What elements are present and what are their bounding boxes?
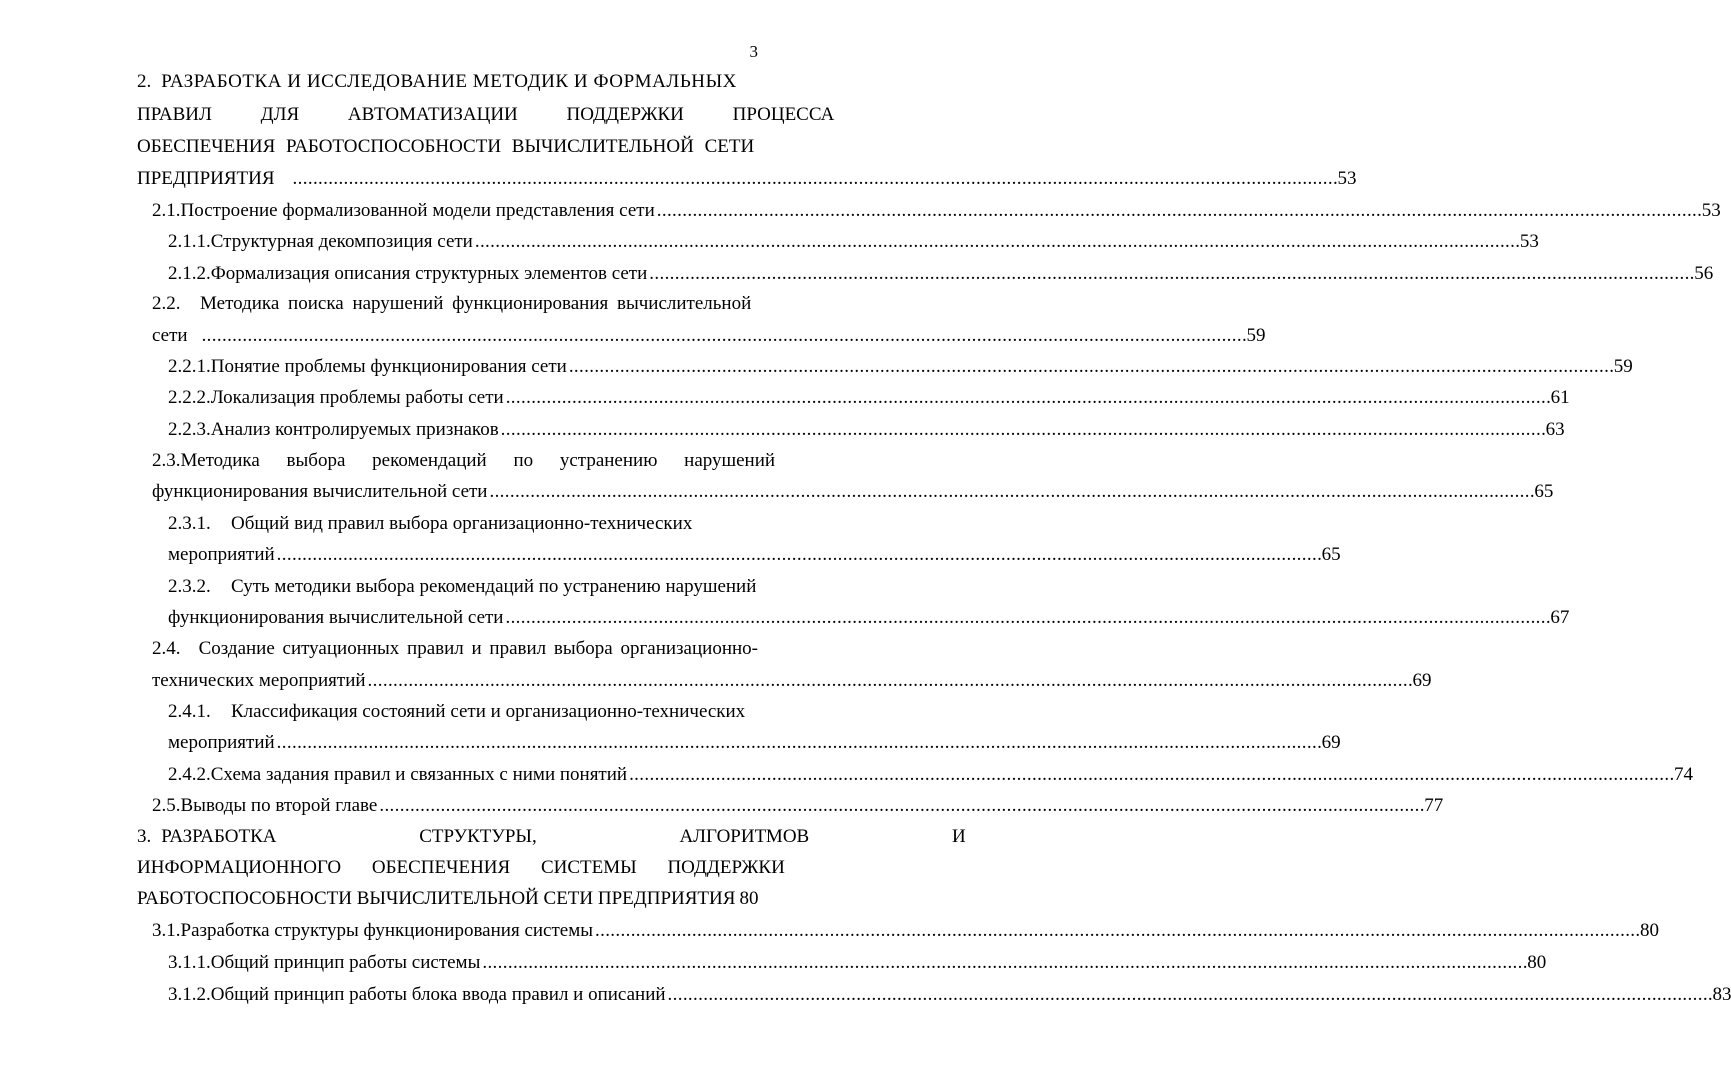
toc-entry-2-3-2-line-2 — [168, 607, 1570, 629]
toc-entry-3-1-1-number: 3.1.1. — [168, 952, 211, 973]
toc-entry-3-title-line-1: РАЗРАБОТКА СТРУКТУРЫ, АЛГОРИТМОВ И — [161, 826, 966, 847]
toc-entry-2-2-1-page: 59 — [1613, 356, 1633, 377]
toc-entry-2-2-1-title: Понятие проблемы функционирования сети — [210, 356, 567, 377]
toc-entry-2-4-1-line-1 — [168, 701, 758, 723]
toc-entry-2-2-3-title: Анализ контролируемых признаков — [210, 419, 499, 440]
toc-entry-2-line-4 — [137, 168, 1357, 190]
toc-entry-2-3-1-page: 65 — [1321, 544, 1341, 565]
toc-entry-3-line-1 — [137, 826, 966, 848]
toc-entry-2-2-3-number: 2.2.3. — [168, 419, 211, 440]
toc-entry-2-title-line-3: ОБЕСПЕЧЕНИЯ РАБОТОСПОСОБНОСТИ ВЫЧИСЛИТЕЛЬНОЙ СЕТИ — [137, 136, 755, 157]
leader-dots — [368, 670, 1411, 692]
toc-entry-2-2-number: 2.2. — [152, 293, 181, 314]
toc-entry-2-number: 2. — [137, 71, 152, 92]
toc-entry-2-1-page: 53 — [1701, 200, 1721, 221]
toc-entry-2-1-1-number: 2.1.1. — [168, 231, 211, 252]
toc-entry-2-1-2-page: 56 — [1694, 263, 1714, 284]
toc-entry-2-3-1-line-1 — [168, 513, 758, 535]
leader-dots — [657, 200, 1700, 222]
toc-entry-2-4-2-page: 74 — [1674, 764, 1694, 785]
toc-entry-2-4-number: 2.4. — [152, 638, 181, 659]
toc-entry-3-1-1-page: 80 — [1527, 952, 1547, 973]
toc-entry-2-4-1-line-2 — [168, 732, 1341, 754]
leader-dots — [202, 325, 1245, 347]
leader-dots — [629, 764, 1672, 786]
toc-entry-2-4-2 — [168, 764, 1694, 786]
toc-entry-2-3-1-number: 2.3.1. — [168, 513, 211, 534]
toc-entry-2-3-number: 2.3. — [152, 450, 181, 471]
toc-entry-2-2-title-line-2: сети — [152, 325, 188, 346]
toc-entry-2-4-2-title: Схема задания правил и связанных с ними понятий — [210, 764, 628, 785]
toc-entry-3-1-2-page: 83 — [1712, 984, 1731, 1005]
leader-dots — [489, 481, 1532, 503]
leader-dots — [649, 263, 1692, 285]
toc-entry-2-2-page: 59 — [1246, 325, 1266, 346]
toc-entry-2-2-line-1 — [152, 293, 758, 315]
toc-entry-2-5 — [152, 795, 1444, 817]
toc-entry-2-4-line-2 — [152, 670, 1432, 692]
toc-entry-2-4-page: 69 — [1412, 670, 1432, 691]
toc-entry-3-line-3 — [137, 888, 758, 910]
leader-dots — [506, 387, 1549, 409]
toc-entry-2-5-number: 2.5. — [152, 795, 181, 816]
toc-entry-2-3-2-title-line-2: функционирования вычислительной сети — [168, 607, 504, 628]
toc-entry-2-1-1 — [168, 231, 1539, 253]
toc-entry-2-1-1-title: Структурная декомпозиция сети — [210, 231, 473, 252]
toc-entry-2-3-line-1 — [152, 450, 776, 472]
toc-entry-2-2-2-title: Локализация проблемы работы сети — [210, 387, 504, 408]
toc-entry-3-1-2-number: 3.1.2. — [168, 984, 211, 1005]
toc-entry-2-4-title-line-2: технических мероприятий — [152, 670, 366, 691]
toc-entry-2-2-2 — [168, 387, 1570, 409]
leader-dots — [475, 231, 1518, 253]
toc-entry-2-1 — [152, 200, 1721, 222]
toc-entry-2-3-1-title-line-2: мероприятий — [168, 544, 275, 565]
leader-dots — [277, 732, 1320, 754]
toc-entry-3-1-2-title: Общий принцип работы блока ввода правил и описаний — [210, 984, 666, 1005]
leader-dots — [482, 952, 1525, 974]
toc-entry-3-1-number: 3.1. — [152, 920, 181, 941]
toc-entry-2-2-3 — [168, 419, 1565, 441]
toc-entry-3-1-page: 80 — [1639, 920, 1659, 941]
toc-entry-2-3-title-line-2: функционирования вычислительной сети — [152, 481, 488, 502]
leader-dots — [501, 419, 1544, 441]
toc-entry-2-5-page: 77 — [1424, 795, 1444, 816]
toc-entry-2-4-2-number: 2.4.2. — [168, 764, 211, 785]
toc-entry-2-3-2-page: 67 — [1550, 607, 1570, 628]
toc-entry-2-3-title-line-1: Методика выбора рекомендаций по устранению нарушений — [180, 450, 776, 471]
toc-entry-3-line-2 — [137, 857, 785, 879]
toc-entry-2-title-line-1: РАЗРАБОТКА И ИССЛЕДОВАНИЕ МЕТОДИК И ФОРМАЛЬНЫХ — [161, 71, 737, 92]
toc-entry-2-2-1-number: 2.2.1. — [168, 356, 211, 377]
toc-entry-3-title-line-2: ИНФОРМАЦИОННОГО ОБЕСПЕЧЕНИЯ СИСТЕМЫ ПОДДЕРЖКИ — [137, 857, 785, 878]
leader-dots — [595, 920, 1638, 942]
toc-entry-2-1-number: 2.1. — [152, 200, 181, 221]
toc-entry-2-title-line-2: ПРАВИЛ ДЛЯ АВТОМАТИЗАЦИИ ПОДДЕРЖКИ ПРОЦЕССА — [137, 104, 835, 125]
leader-dots — [277, 544, 1320, 566]
leader-dots — [505, 607, 1548, 629]
toc-entry-2-1-title: Построение формализованной модели представления сети — [180, 200, 655, 221]
toc-entry-3-title-line-3: РАБОТОСПОСОБНОСТИ ВЫЧИСЛИТЕЛЬНОЙ СЕТИ ПРЕДПРИЯТИЯ — [137, 888, 736, 909]
toc-entry-2-3-2-number: 2.3.2. — [168, 576, 211, 597]
toc-entry-2-line-2 — [137, 104, 835, 126]
leader-dots — [293, 168, 1336, 190]
toc-entry-2-1-1-page: 53 — [1519, 231, 1539, 252]
toc-entry-2-4-1-number: 2.4.1. — [168, 701, 211, 722]
toc-entry-2-2-2-page: 61 — [1550, 387, 1570, 408]
toc-entry-2-2-title-line-1: Методика поиска нарушений функционирования вычислительной — [200, 293, 752, 314]
toc-entry-2-line-3 — [137, 136, 758, 158]
toc-entry-2-4-1-page: 69 — [1321, 732, 1341, 753]
toc-entry-2-2-3-page: 63 — [1545, 419, 1565, 440]
toc-entry-2-1-2-number: 2.1.2. — [168, 263, 211, 284]
toc-entry-2-2-1 — [168, 356, 1633, 378]
toc-entry-2-title-line-4: ПРЕДПРИЯТИЯ — [137, 168, 275, 189]
toc-entry-2-3-line-2 — [152, 481, 1554, 503]
toc-entry-2-line-1 — [137, 71, 758, 93]
toc-entry-2-3-2-line-1 — [168, 576, 758, 598]
toc-entry-2-2-line-2 — [152, 325, 1266, 347]
toc-entry-3-number: 3. — [137, 826, 152, 847]
toc-entry-2-5-title: Выводы по второй главе — [180, 795, 378, 816]
toc-entry-2-page: 53 — [1337, 168, 1357, 189]
toc-entry-2-2-2-number: 2.2.2. — [168, 387, 211, 408]
toc-entry-3-1 — [152, 920, 1659, 942]
leader-dots — [379, 795, 1422, 817]
leader-dots — [668, 984, 1711, 1006]
page-number: 3 — [749, 42, 758, 61]
toc-entry-3-1-1-title: Общий принцип работы системы — [210, 952, 481, 973]
toc-entry-3-1-1 — [168, 952, 1547, 974]
leader-dots — [569, 356, 1612, 378]
toc-entry-2-4-line-1 — [152, 638, 758, 660]
toc-entry-2-4-title-line-1: Создание ситуационных правил и правил выбора организационно- — [198, 638, 758, 659]
toc-entry-2-3-2-title-line-1: Суть методики выбора рекомендаций по устранению нарушений — [231, 576, 757, 597]
toc-entry-2-3-1-title-line-1: Общий вид правил выбора организационно-технических — [231, 513, 693, 534]
toc-entry-2-4-1-title-line-2: мероприятий — [168, 732, 275, 753]
toc-entry-2-1-2 — [168, 263, 1714, 285]
toc-entry-2-1-2-title: Формализация описания структурных элементов сети — [210, 263, 648, 284]
toc-entry-3-page: 80 — [739, 888, 759, 909]
toc-entry-2-3-1-line-2 — [168, 544, 1341, 566]
toc-entry-2-4-1-title-line-1: Классификация состояний сети и организационно-технических — [231, 701, 746, 722]
toc-entry-2-3-page: 65 — [1534, 481, 1554, 502]
toc-entry-3-1-title: Разработка структуры функционирования системы — [180, 920, 593, 941]
toc-entry-3-1-2 — [168, 984, 1731, 1006]
